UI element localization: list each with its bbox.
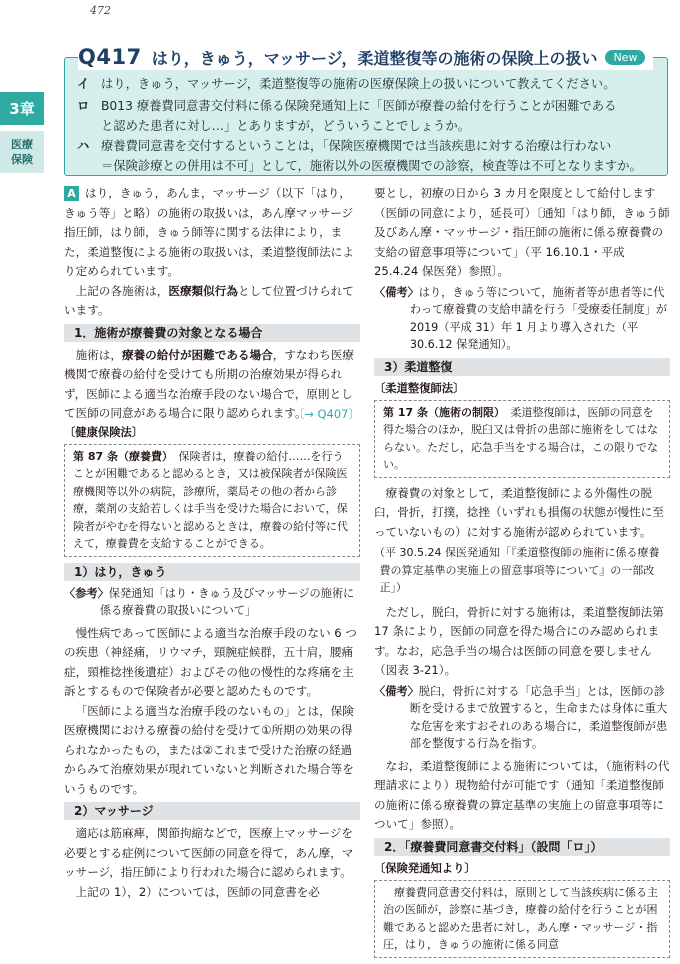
answer-paragraph-5: 「医師による適当な治療手段のないもの」とは，保険医療機関における療養の給付を受けて①所期の効果の得られなかったもの，または②これまで受けた治療の経過からみて治療効果が現れていないと判断された場合等をいうものです。 — [64, 703, 354, 796]
page-number: 472 — [90, 4, 111, 17]
question-item-i: イ はり，きゅう，マッサージ，柔道整復等の施術の医療保険上の扱いについて教えてください。 — [77, 77, 616, 91]
section-heading-2: 2．「療養費同意書交付料」（設問「ロ」） — [374, 838, 670, 856]
question-item-ro: ロ B013 療養費同意書交付料に係る保険発通知上に「医師が療養の給付を行うことが困難である と認めた患者に対し…」とありますが，どういうことでしょうか。 — [77, 99, 617, 133]
answer-paragraph-10: ただし，脱臼，骨折に対する施術は，柔道整復師法第 17 条により，医師の同意を得た場合にのみ認められます。なお，応急手当の場合は医師の同意を要しません（図表 3-21）。 — [374, 604, 664, 677]
section-heading-1: 1．施術が療養費の対象となる場合 — [64, 324, 360, 342]
answer-paragraph-2: 上記の各施術は，医療類似行為として位置づけられています。 — [64, 283, 354, 317]
notice-reference: （平 30.5.24 保医発通知「『柔道整復師の施術に係る療養費の算定基準の実施上の留意事項等について』の一部改正」） — [374, 546, 660, 594]
answer-paragraph-3: 施術は，療養の給付が困難である場合，すなわち医療機関で療養の給付を受けても所期の治療効果が得られず，医師による適当な治療手段のない場合で，原則として医師の同意がある場合に限り認められます。 — [64, 347, 354, 420]
left-column — [64, 184, 360, 902]
answer-paragraph-7: 上記の 1），2）については，医師の同意書を必 — [75, 884, 320, 899]
answer-paragraph-9: 療養費の対象として，柔道整復師による外傷性の脱臼，骨折，打撲，捻挫（いずれも損傷の状態が慢性に至っていないもの）に対する施術が認められています。 — [374, 485, 664, 539]
law-source-label-2: 〔柔道整復師法〕 — [374, 381, 465, 395]
question-title: はり，きゅう，マッサージ，柔道整復等の施術の保険上の扱い — [151, 48, 598, 68]
law-source-label-3: 〔保険発通知より〕 — [374, 861, 476, 875]
notice-excerpt-box: 療養費同意書交付料は，原則として当該疾病に係る主治の医師が，診察に基づき，療養の給付を行うことが困難であると認めた患者に対し，あん摩・マッサージ・指圧，はり，きゅうの施術に係る同意 — [374, 880, 670, 958]
answer-paragraph-6: 適応は筋麻痺，関節拘縮などで，医療上マッサージを必要とする症例について医師の同意を得て，あん摩，マッサージ，指圧師により行われた場合に認められます。 — [64, 826, 354, 879]
law-article-17: 第 17 条（施術の制限） 柔道整復師は，医師の同意を得た場合のほか，脱臼又は骨折の患部に施術をしてはならない。ただし，応急手当をする場合は，この限りでない。 — [374, 400, 670, 478]
chapter-tab[interactable] — [0, 92, 44, 173]
answer-paragraph-8: 要とし，初療の日から 3 カ月を限度として給付します（医師の同意により，延長可）〔通知「はり師，きゅう師及びあん摩・マッサージ・指圧師の施術に係る療養費の支給の留意事項等について」（平 16.10.1・平成 25.4.24 保医発）参照〕。 — [374, 186, 670, 278]
chapter-section: 医療保険 — [0, 131, 44, 173]
law-source-label: 〔健康保険法〕 — [64, 425, 144, 439]
question-header — [64, 44, 668, 176]
question-box — [64, 57, 668, 176]
question-item-ha: ハ 療養費同意書を交付するということは，「保険医療機関では当該疾患に対する治療は行わない ＝保険診療との併用は不可」として，施術以外の医療機関での診察，検査等は不可となりますか。 — [77, 139, 642, 173]
section-heading-massage: 2）マッサージ — [64, 802, 360, 820]
question-title-row — [78, 44, 653, 70]
answer-paragraph-4: 慢性病であって医師による適当な治療手段のない 6 つの疾患（神経痛，リウマチ，頸腕症候群，五十肩，腰痛症，頸椎捻挫後遺症）およびその他の慢性的な疼痛を主訴とするもので保険者が必要と認めたものです。 — [64, 625, 357, 698]
remark-note-2: 〈備考〉脱臼，骨折に対する「応急手当」とは，医師の診断を受けるまで放置すると，生命または身体に重大な危害を来すおそれのある場合に，柔道整復師が患部を整復する行為を指す。 — [374, 684, 668, 750]
section-heading-judo: 3）柔道整復 — [374, 358, 670, 376]
answer-mark: A — [64, 186, 79, 201]
reference-note: 〈参考〉保発通知「はり・きゅう及びマッサージの施術に係る療養費の取扱いについて」 — [64, 586, 355, 617]
cross-reference-link[interactable]: 〔→ Q407〕 — [292, 406, 360, 421]
chapter-number: 3章 — [0, 92, 44, 125]
answer-paragraph-1: A はり，きゅう，あんま，マッサージ（以下「はり，きゅう等」と略）の施術の取扱いは，あん摩マッサージ指圧師，はり師，きゅう師等に関する法律により，また，柔道整復による施術の取扱いは，柔道整復師法により定められています。 — [64, 186, 354, 278]
question-number: Q417 — [78, 45, 142, 69]
remark-note-1: 〈備考〉はり，きゅう等について，施術者等が患者等に代わって療養費の支給申請を行う「受療委任制度」が 2019（平成 31）年 1 月より導入された（平 30.6.12 保発通知）。 — [374, 285, 668, 351]
answer-paragraph-11: なお，柔道整復師による施術については，（施術料の代理請求により）現物給付が可能です（通知「柔道整復師の施術に係る療養費の算定基準の実施上の留意事項等について」参照）。 — [374, 758, 670, 831]
new-badge: New — [605, 50, 645, 65]
right-column — [374, 184, 670, 964]
law-article-87: 第 87 条（療養費） 保険者は，療養の給付……を行うことが困難であると認めるとき，又は被保険者が保険医療機関等以外の病院，診療所，薬局その他の者から診療，薬剤の支給若しくは手当を受けた場合において，保険者がやむを得ないと認めるときは，療養の給付等に代えて，療養費を支給することができる。 — [64, 444, 360, 557]
section-heading-hari-kyu: 1）はり，きゅう — [64, 563, 360, 581]
